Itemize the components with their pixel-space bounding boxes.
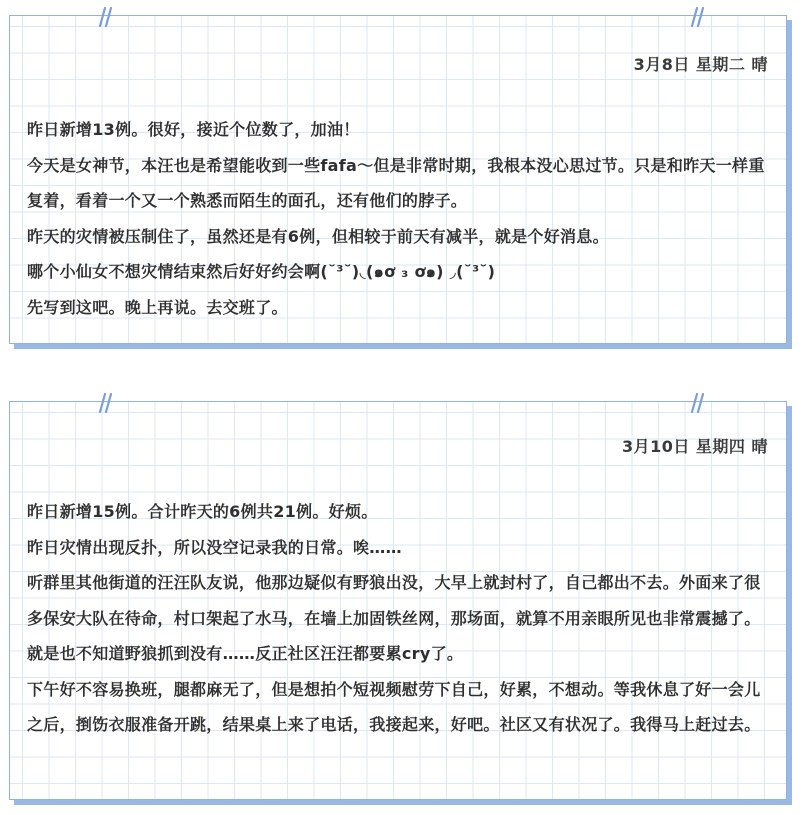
paper-clip-icon	[94, 393, 116, 413]
entry-body	[27, 112, 772, 325]
entry-paragraph: 今天是女神节，本汪也是希望能收到一些fafa～但是非常时期，我根本没心思过节。只是和昨天一样重复着，看着一个又一个熟悉而陌生的面孔，还有他们的脖子。	[27, 155, 765, 210]
paper-clip-icon	[94, 7, 116, 27]
entry-paragraph: 听群里其他街道的汪汪队友说，他那边疑似有野狼出没，大早上就封村了，自己都出不去。外面来了很多保安大队在待命，村口架起了水马，在墙上加固铁丝网，那场面，就算不用亲眼所见也非常震撼了。就是也不知道野狼抓到没有……反正社区汪汪都要累cry了。	[27, 573, 761, 663]
entry-paragraph: 昨日新增13例。很好，接近个位数了，加油！	[27, 120, 360, 139]
entry-paragraph: 昨天的灾情被压制住了，虽然还是有6例，但相较于前天有减半，就是个好消息。	[27, 226, 609, 246]
entry-body	[27, 494, 772, 743]
entry-date: 3月10日 星期四 晴	[621, 437, 768, 456]
diary-card-2	[9, 401, 787, 800]
entry-date: 3月8日 星期二 晴	[633, 55, 768, 74]
diary-card-1	[9, 15, 787, 344]
entry-paragraph: 昨日新增15例。合计昨天的6例共21例。好烦。	[27, 502, 378, 521]
paper-clip-icon	[686, 393, 708, 413]
entry-paragraph: 先写到这吧。晚上再说。去交班了。	[27, 297, 288, 317]
entry-paragraph: 下午好不容易换班，腿都麻无了，但是想拍个短视频慰劳下自己，好累，不想动。等我休息了好一会儿之后，捯饬衣服准备开跳，结果桌上来了电话，我接起来，好吧。社区又有状况了。我得马上赶过去。	[27, 679, 761, 734]
entry-paragraph: 昨日灾情出现反扑，所以没空记录我的日常。唉……	[27, 537, 402, 557]
paper-clip-icon	[686, 7, 708, 27]
entry-paragraph: 哪个小仙女不想灾情结束然后好好约会啊(˘³˘)◟(๑ơ ₃ ơ๑) ◞(˘³˘)	[27, 262, 496, 281]
